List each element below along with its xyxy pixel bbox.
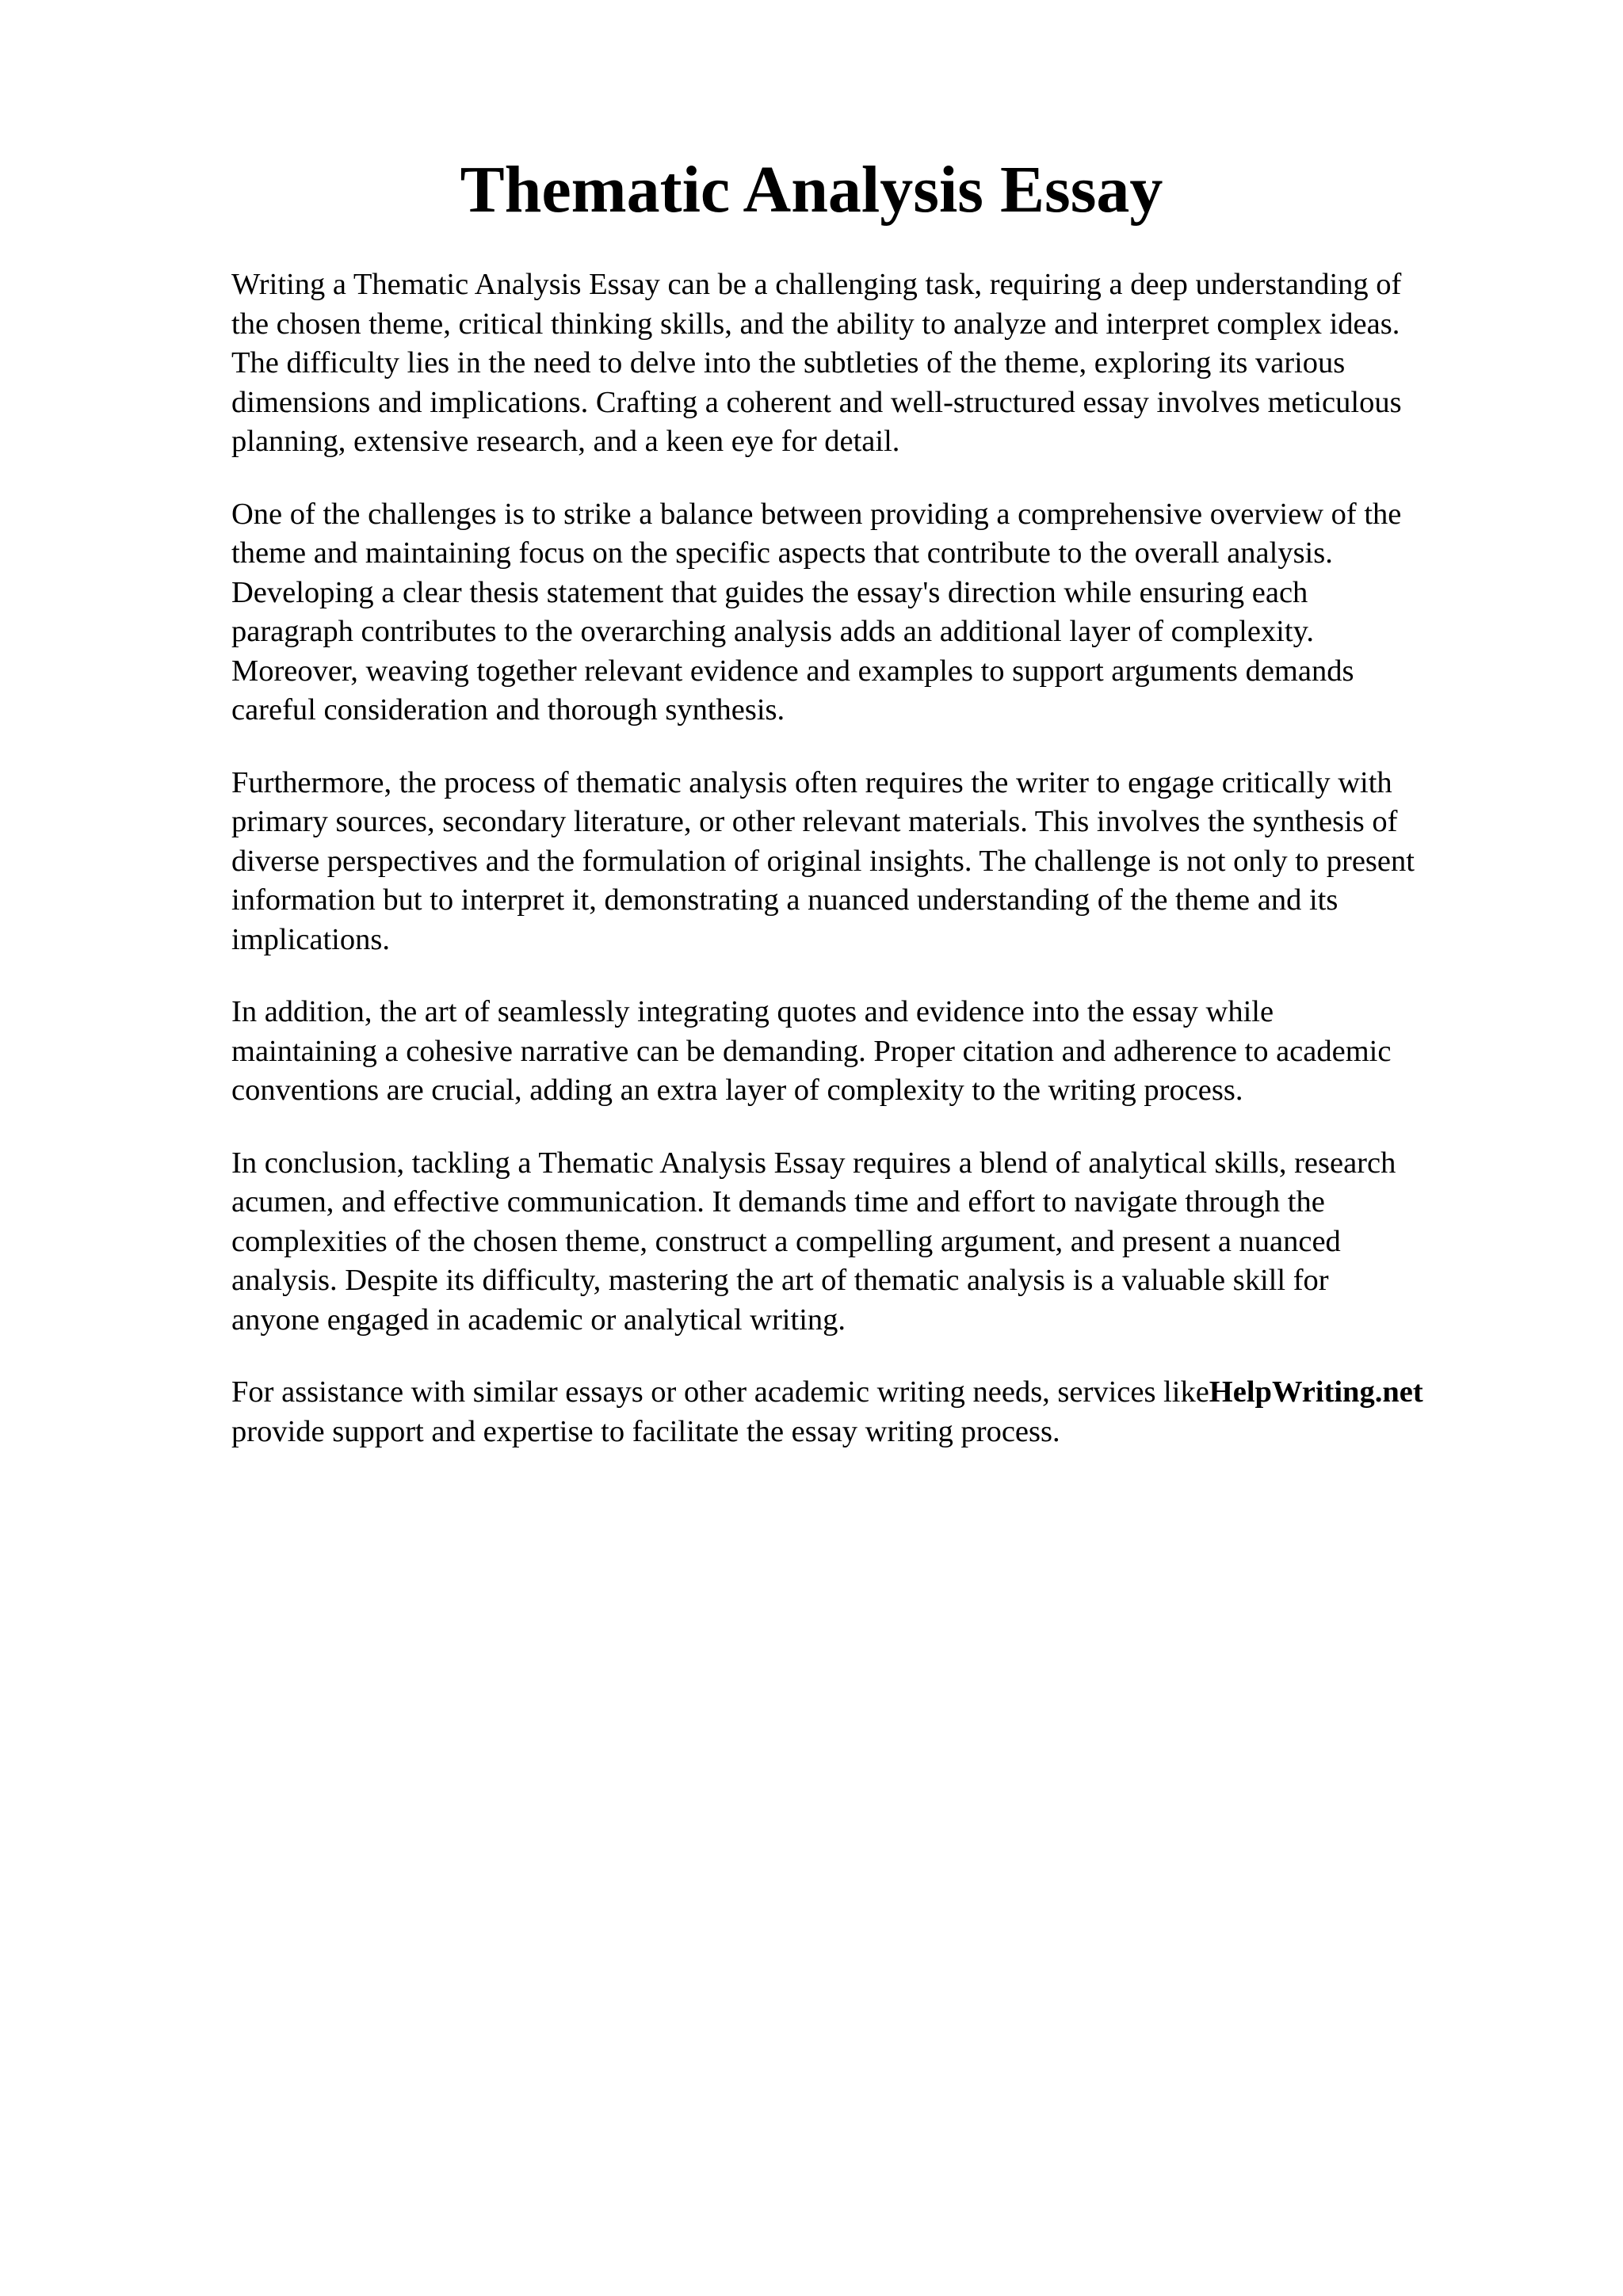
paragraph-4 (231, 993, 1531, 1111)
text-line: anyone engaged in academic or analytical writing. (231, 1302, 846, 1337)
closing-paragraph (231, 1373, 1531, 1451)
text-line: conventions are crucial, adding an extra layer of complexity to the writing process. (231, 1074, 1243, 1107)
text-line: Furthermore, the process of thematic analysis often requires the writer to engage critically with (231, 765, 1392, 799)
paragraph-2 (231, 495, 1531, 730)
paragraph-1 (231, 265, 1531, 462)
paragraph-3 (231, 764, 1531, 960)
text-line: In addition, the art of seamlessly integrating quotes and evidence into the essay while (231, 995, 1274, 1028)
text-line: One of the challenges is to strike a balance between providing a comprehensive overview of the (231, 497, 1402, 531)
text-line: The difficulty lies in the need to delve into the subtleties of the theme, exploring its various (231, 346, 1346, 379)
text-line: paragraph contributes to the overarching analysis adds an additional layer of complexity. (231, 615, 1314, 648)
text-line: analysis. Despite its difficulty, mastering the art of thematic analysis is a valuable skill for (231, 1264, 1329, 1297)
text-line: primary sources, secondary literature, or other relevant materials. This involves the synthesis of (231, 805, 1398, 838)
text-line: careful consideration and thorough synthesis. (231, 693, 785, 727)
text-line: Developing a clear thesis statement that guides the essay's direction while ensuring each (231, 575, 1308, 609)
closing-text: For assistance with similar essays or other academic writing needs, services like (231, 1375, 1209, 1409)
text-line: In conclusion, tackling a Thematic Analysis Essay requires a blend of analytical skills, research (231, 1146, 1396, 1180)
paragraph-5 (231, 1144, 1531, 1341)
text-line (231, 1373, 1531, 1413)
text-line: Moreover, weaving together relevant evidence and examples to support arguments demands (231, 654, 1354, 688)
brand-name: HelpWriting.net (1209, 1375, 1423, 1409)
text-line: theme and maintaining focus on the specific aspects that contribute to the overall analysis. (231, 536, 1333, 570)
text-line: dimensions and implications. Crafting a coherent and well-structured essay involves meticulous (231, 385, 1402, 419)
text-line: complexities of the chosen theme, construct a compelling argument, and present a nuanced (231, 1224, 1341, 1258)
text-line: provide support and expertise to facilitate the essay writing process. (231, 1414, 1060, 1448)
text-line: diverse perspectives and the formulation of original insights. The challenge is not only to present (231, 844, 1415, 878)
text-line: the chosen theme, critical thinking skills, and the ability to analyze and interpret complex ideas. (231, 307, 1400, 341)
essay-body (231, 265, 1531, 1485)
page-title: Thematic Analysis Essay (460, 153, 1163, 227)
text-line: Writing a Thematic Analysis Essay can be a challenging task, requiring a deep understanding of (231, 268, 1402, 301)
text-line: implications. (231, 922, 390, 956)
text-line: maintaining a cohesive narrative can be demanding. Proper citation and adherence to academic (231, 1034, 1392, 1068)
text-line: planning, extensive research, and a keen eye for detail. (231, 425, 900, 458)
text-line: acumen, and effective communication. It demands time and effort to navigate through the (231, 1185, 1325, 1219)
text-line: information but to interpret it, demonstrating a nuanced understanding of the theme and its (231, 883, 1338, 917)
